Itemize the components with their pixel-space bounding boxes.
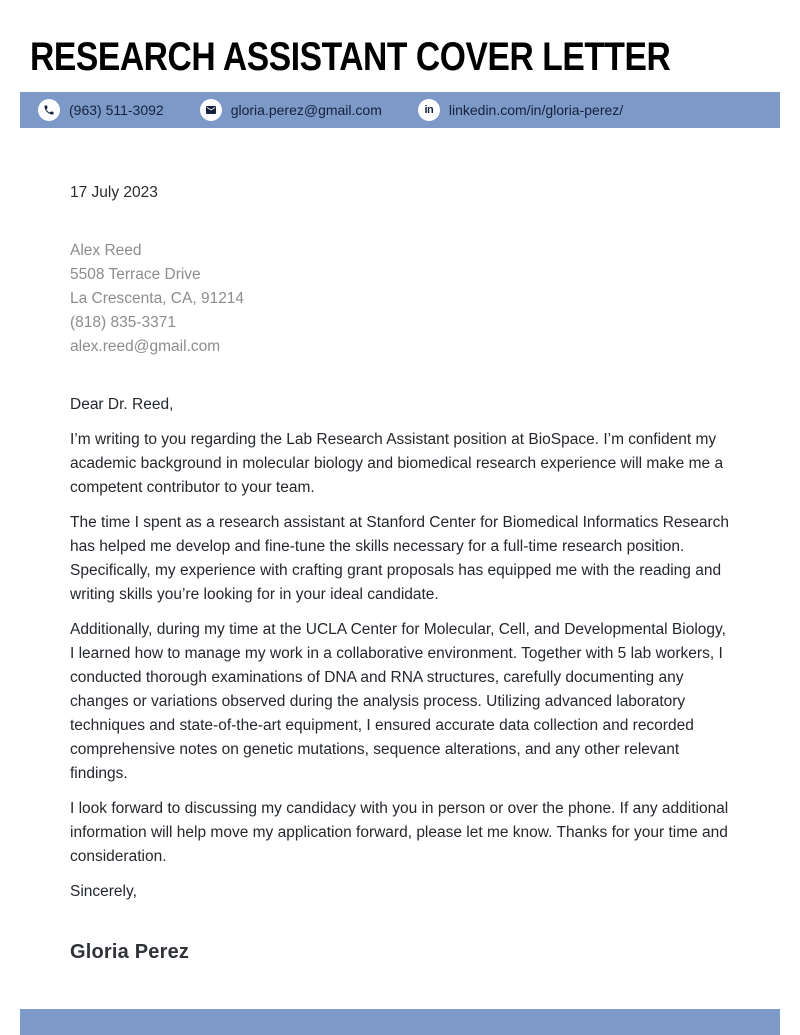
recipient-name: Alex Reed bbox=[70, 242, 142, 259]
contact-email-text[interactable]: gloria.perez@gmail.com bbox=[230, 102, 382, 118]
salutation: Dear Dr. Reed, bbox=[70, 396, 174, 413]
signature-name: Gloria Perez bbox=[70, 941, 190, 963]
paragraph-4: I look forward to discussing my candidacy with you in person or over the phone. If any additional information will help move my application forward, please let me know. Thanks for your time and consideration. bbox=[70, 800, 729, 865]
contact-bar bbox=[20, 92, 780, 128]
recipient-email: alex.reed@gmail.com bbox=[70, 338, 221, 355]
contact-linkedin-text[interactable]: linkedin.com/in/gloria-perez/ bbox=[448, 102, 624, 118]
contact-phone bbox=[38, 99, 164, 121]
paragraph-1: I’m writing to you regarding the Lab Research Assistant position at BioSpace. I’m confident my academic background in molecular biology and biomedical research experience will make me a competent contributor to your team. bbox=[70, 431, 724, 496]
page-title: RESEARCH ASSISTANT COVER LETTER bbox=[30, 35, 671, 79]
letter-date: 17 July 2023 bbox=[70, 184, 158, 201]
letter-body bbox=[70, 181, 732, 967]
email-icon bbox=[200, 99, 222, 121]
recipient-block bbox=[70, 239, 732, 359]
closing: Sincerely, bbox=[70, 883, 137, 900]
contact-linkedin bbox=[418, 99, 623, 121]
recipient-phone: (818) 835-3371 bbox=[70, 314, 176, 331]
paragraph-3: Additionally, during my time at the UCLA Center for Molecular, Cell, and Developmental Biology, I learned how to manage my work in a collaborative environment. Together with 5 lab workers, I conducted thorough examinations of DNA and RNA structures, carefully documenting any changes or variations observed during the analysis process. Utilizing advanced laboratory techniques and state-of-the-art equipment, I ensured accurate data collection and recorded comprehensive notes on genetic mutations, sequence alterations, and any other relevant findings. bbox=[70, 621, 726, 782]
footer-accent-bar bbox=[20, 1009, 780, 1035]
contact-email bbox=[200, 99, 382, 121]
linkedin-icon-text: in bbox=[424, 103, 434, 116]
phone-icon bbox=[38, 99, 60, 121]
recipient-address-line2: La Crescenta, CA, 91214 bbox=[70, 290, 245, 307]
recipient-address-line1: 5508 Terrace Drive bbox=[70, 266, 201, 283]
contact-phone-text: (963) 511-3092 bbox=[69, 102, 164, 118]
paragraph-2: The time I spent as a research assistant at Stanford Center for Biomedical Informatics Research has helped me develop and fine-tune the skills necessary for a full-time research position. Specifically, my experience with crafting grant proposals has equipped me with the reading and writing skills you’re looking for in your ideal candidate. bbox=[70, 514, 730, 603]
linkedin-icon bbox=[418, 99, 440, 121]
